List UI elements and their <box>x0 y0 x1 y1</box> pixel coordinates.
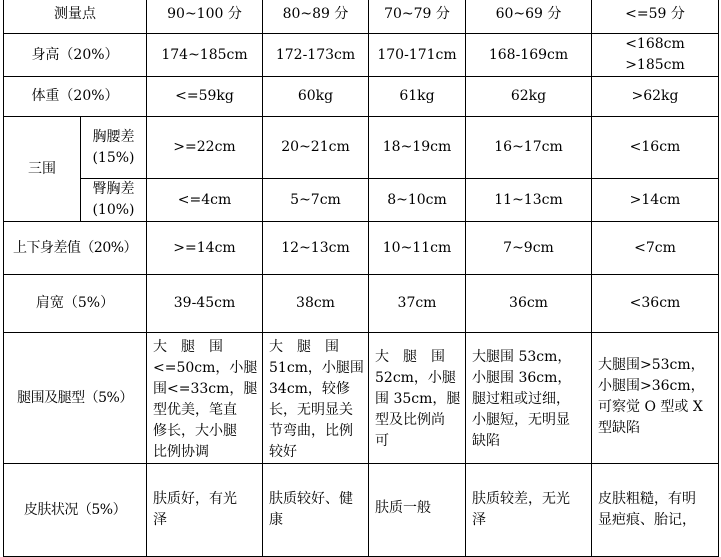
sub-label-line: 臀胸差 <box>92 181 135 197</box>
row-label: 上下身差值（20%） <box>4 222 147 275</box>
table-row-skin <box>4 464 719 557</box>
row-label-sanwei: 三围 <box>4 117 81 222</box>
cell-line: 大腿围 53cm， <box>472 349 572 365</box>
cell-line: 大腿围>53cm， <box>598 357 705 373</box>
cell-line: 节弯曲，比例 <box>269 423 353 439</box>
table-cell <box>592 333 719 464</box>
sub-label <box>81 179 147 222</box>
row-label: 腿围及腿型（5%） <box>4 333 147 464</box>
row-label: 肩宽（5%） <box>4 275 147 333</box>
table-cell: <=4cm <box>147 179 263 222</box>
cell-line: 皮肤粗糙，有明 <box>598 491 696 507</box>
sub-label-line: (15%) <box>92 149 135 166</box>
cell-line: 52cm，小腿 <box>375 370 456 386</box>
table-cell <box>147 333 263 464</box>
table-cell: 11~13cm <box>466 179 592 222</box>
table-cell <box>466 333 592 464</box>
cell-line: 缺陷 <box>472 433 500 449</box>
cell-line: 腿过粗或过细， <box>472 391 570 407</box>
cell-line: 型及比例尚 <box>375 412 445 428</box>
table-cell: 172-173cm <box>263 34 369 77</box>
cell-line: 小腿围 36cm， <box>472 370 572 386</box>
table-cell <box>263 333 369 464</box>
table-cell: 61kg <box>369 77 466 117</box>
cell-line: 长，无明显关 <box>269 402 353 418</box>
cell-line: 围 35cm，腿 <box>375 391 461 407</box>
cell-line: 肤质一般 <box>375 500 431 516</box>
table-row-height <box>4 34 719 77</box>
cell-line: <=50cm，小腿 <box>153 360 258 376</box>
cell-line: <168cm <box>625 36 685 52</box>
cell-line: 可 <box>375 433 389 449</box>
cell-line: 较好 <box>269 444 297 460</box>
cell-line: 大 腿 围 <box>269 339 339 355</box>
cell-line: 可察觉 O 型或 X <box>598 399 703 415</box>
cell-line: 大 腿 围 <box>153 339 223 355</box>
cell-line: 康 <box>269 512 283 528</box>
sub-label-line: 胸腰差 <box>92 128 135 145</box>
header-cell: 80~89 分 <box>263 0 369 34</box>
cell-line: 泽 <box>153 512 167 528</box>
table-row-shoulder <box>4 275 719 333</box>
table-cell: 10~11cm <box>369 222 466 275</box>
table-cell: 12~13cm <box>263 222 369 275</box>
table-cell: 36cm <box>466 275 592 333</box>
table-cell: 16~17cm <box>466 117 592 179</box>
cell-line: 34cm，较修 <box>269 381 350 397</box>
cell-line: >185cm <box>625 57 685 73</box>
table-cell: >=22cm <box>147 117 263 179</box>
table-row-waist <box>4 117 719 179</box>
header-cell: 测量点 <box>4 0 147 34</box>
table-cell <box>466 464 592 557</box>
table-cell: >=14cm <box>147 222 263 275</box>
row-label: 皮肤状况（5%） <box>4 464 147 557</box>
header-cell: 90~100 分 <box>147 0 263 34</box>
table-row-body-diff <box>4 222 719 275</box>
cell-line: 小腿围>36cm， <box>598 378 705 394</box>
header-row <box>4 0 719 34</box>
cell-line: 型缺陷 <box>598 420 640 436</box>
table-cell <box>369 464 466 557</box>
cell-line: 修长，大小腿 <box>153 423 237 439</box>
table-cell: 7~9cm <box>466 222 592 275</box>
header-cell: <=59 分 <box>592 0 719 34</box>
table-cell: 18~19cm <box>369 117 466 179</box>
table-cell: <16cm <box>592 117 719 179</box>
table-cell: >62kg <box>592 77 719 117</box>
cell-line: 泽 <box>472 512 486 528</box>
table-cell: 8~10cm <box>369 179 466 222</box>
table-cell: <=59kg <box>147 77 263 117</box>
header-cell: 70~79 分 <box>369 0 466 34</box>
cell-line: 围<=33cm，腿 <box>153 381 258 397</box>
table-cell <box>263 464 369 557</box>
table-cell: >14cm <box>592 179 719 222</box>
table-cell <box>592 464 719 557</box>
table-row-leg <box>4 333 719 464</box>
table-cell: 38cm <box>263 275 369 333</box>
cell-line: 型优美，笔直 <box>153 402 237 418</box>
cell-line: 比例协调 <box>153 444 209 460</box>
table-cell: <7cm <box>592 222 719 275</box>
table-cell: 168-169cm <box>466 34 592 77</box>
row-label: 身高（20%） <box>4 34 147 77</box>
table-cell: 174~185cm <box>147 34 263 77</box>
table-cell: 20~21cm <box>263 117 369 179</box>
sub-label-line: (10%) <box>92 202 135 218</box>
header-cell: 60~69 分 <box>466 0 592 34</box>
cell-line: 51cm，小腿围 <box>269 360 364 376</box>
cell-line: 肤质好，有光 <box>153 491 237 507</box>
sub-label <box>81 117 147 179</box>
cell-line: 肤质较好、健 <box>269 491 353 507</box>
table-row-hip <box>4 179 719 222</box>
table-row-weight <box>4 77 719 117</box>
table-cell <box>369 333 466 464</box>
table-cell: <36cm <box>592 275 719 333</box>
cell-line: 显疤痕、胎记， <box>598 512 696 528</box>
table-cell: 60kg <box>263 77 369 117</box>
table-cell: 170-171cm <box>369 34 466 77</box>
row-label: 体重（20%） <box>4 77 147 117</box>
table-cell: 5~7cm <box>263 179 369 222</box>
cell-line: 肤质较差，无光 <box>472 491 570 507</box>
table-cell <box>147 464 263 557</box>
table-cell <box>592 34 719 77</box>
table-cell: 39-45cm <box>147 275 263 333</box>
table-cell: 62kg <box>466 77 592 117</box>
cell-line: 小腿短，无明显 <box>472 412 570 428</box>
table-cell: 37cm <box>369 275 466 333</box>
scoring-table <box>3 0 719 557</box>
cell-line: 大 腿 围 <box>375 349 445 365</box>
